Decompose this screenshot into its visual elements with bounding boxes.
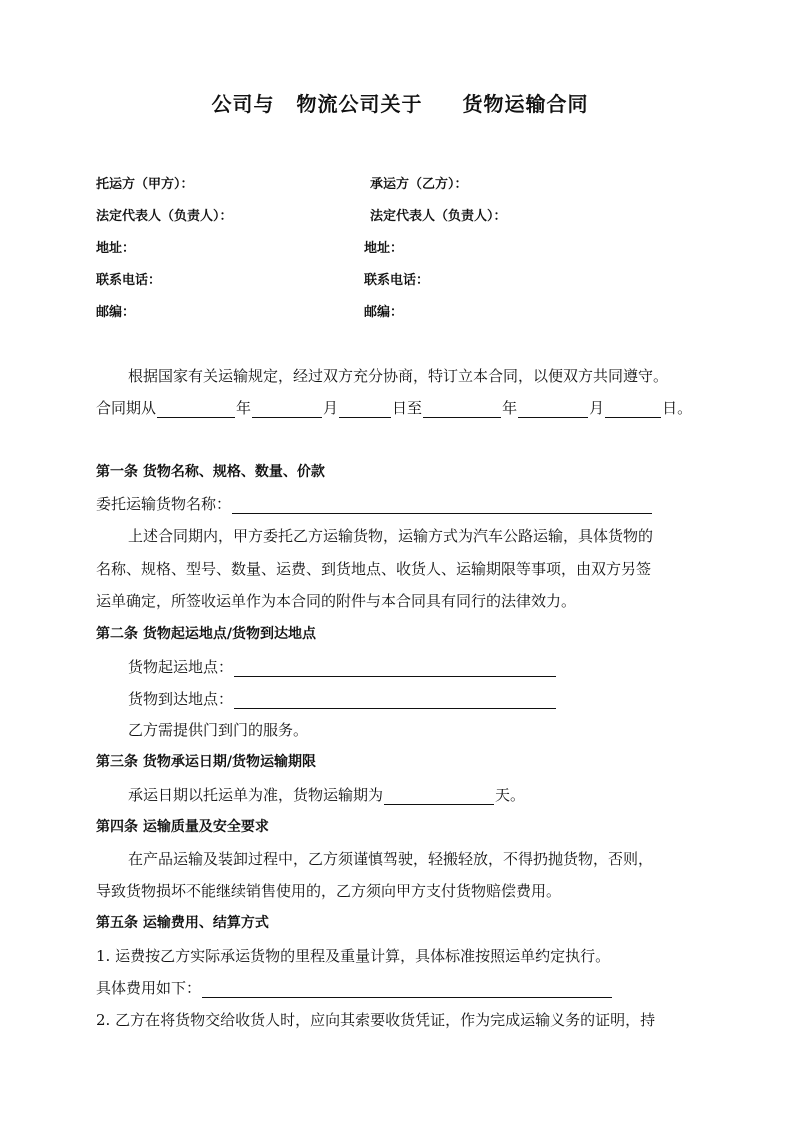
goods-name-blank[interactable] [232,498,652,514]
transport-period-line [128,784,525,805]
shipper-postcode-label: 邮编： [96,305,136,320]
article-4-paragraph-1: 在产品运输及装卸过程中，乙方须谨慎驾驶，轻搬轻放，不得扔抛货物，否则， [128,850,654,868]
article-4-heading: 第四条 运输质量及安全要求 [96,819,269,835]
title-part-3: 货物运输合同 [462,92,589,116]
origin-label: 货物起运地点： [128,658,234,676]
start-year-blank[interactable] [157,402,235,418]
month-label: 月 [323,399,339,417]
year-label: 年 [236,399,252,417]
door-to-door-text: 乙方需提供门到门的服务。 [128,721,309,739]
origin-line [128,656,557,677]
shipper-address-label: 地址： [96,241,136,256]
day-to-label: 日至 [392,399,423,417]
day-end-label: 日。 [662,399,693,417]
article-1-paragraph-3: 运单确定，所签收运单作为本合同的附件与本合同具有同行的法律效力。 [96,592,577,610]
fee-line [96,977,613,998]
article-1-paragraph-1: 上述合同期内，甲方委托乙方运输货物，运输方式为汽车公路运输，具体货物的 [128,527,654,545]
shipper-label: 托运方（甲方）： [96,177,194,192]
origin-blank[interactable] [234,661,556,677]
carrier-representative-label: 法定代表人（负责人）： [370,209,507,224]
start-month-blank[interactable] [252,402,322,418]
days-label: 天。 [495,786,526,804]
shipper-representative-label: 法定代表人（负责人）： [96,209,233,224]
contract-title [0,88,800,117]
goods-name-label: 委托运输货物名称： [96,495,232,513]
title-part-1: 公司与 [211,92,275,116]
fee-label: 具体费用如下： [96,979,202,997]
article-5-heading: 第五条 运输费用、结算方式 [96,915,269,931]
end-year-blank[interactable] [423,402,501,418]
carrier-address-label: 地址： [364,241,404,256]
article-5-item-1: 1. 运费按乙方实际承运货物的里程及重量计算，具体标准按照运单约定执行。 [96,947,611,965]
article-3-heading: 第三条 货物承运日期/货物运输期限 [96,754,316,770]
year2-label: 年 [502,399,518,417]
destination-blank[interactable] [234,693,556,709]
carrier-phone-label: 联系电话： [364,273,430,288]
end-day-blank[interactable] [605,402,661,418]
contract-period-line [96,397,692,418]
fee-blank[interactable] [202,982,612,998]
shipper-phone-label: 联系电话： [96,273,162,288]
title-part-2: 物流公司关于 [296,92,423,116]
goods-name-line [96,493,653,514]
month2-label: 月 [589,399,605,417]
carrier-label: 承运方（乙方）： [370,177,468,192]
article-1-heading: 第一条 货物名称、规格、数量、价款 [96,464,325,480]
end-month-blank[interactable] [518,402,588,418]
carrier-postcode-label: 邮编： [364,305,404,320]
destination-line [128,688,557,709]
period-prefix: 合同期从 [96,399,157,417]
start-day-blank[interactable] [339,402,391,418]
transport-days-blank[interactable] [384,789,494,805]
article-5-item-2: 2. 乙方在将货物交给收货人时，应向其索要收货凭证，作为完成运输义务的证明，持 [96,1011,656,1029]
destination-label: 货物到达地点： [128,690,234,708]
article-2-heading: 第二条 货物起运地点/货物到达地点 [96,626,316,642]
preamble-text: 根据国家有关运输规定，经过双方充分协商，特订立本合同，以便双方共同遵守。 [128,367,669,385]
article-4-paragraph-2: 导致货物损坏不能继续销售使用的，乙方须向甲方支付货物赔偿费用。 [96,882,562,900]
article-1-paragraph-2: 名称、规格、型号、数量、运费、到货地点、收货人、运输期限等事项，由双方另签 [96,560,652,578]
transport-period-text: 承运日期以托运单为准，货物运输期为 [128,786,384,804]
